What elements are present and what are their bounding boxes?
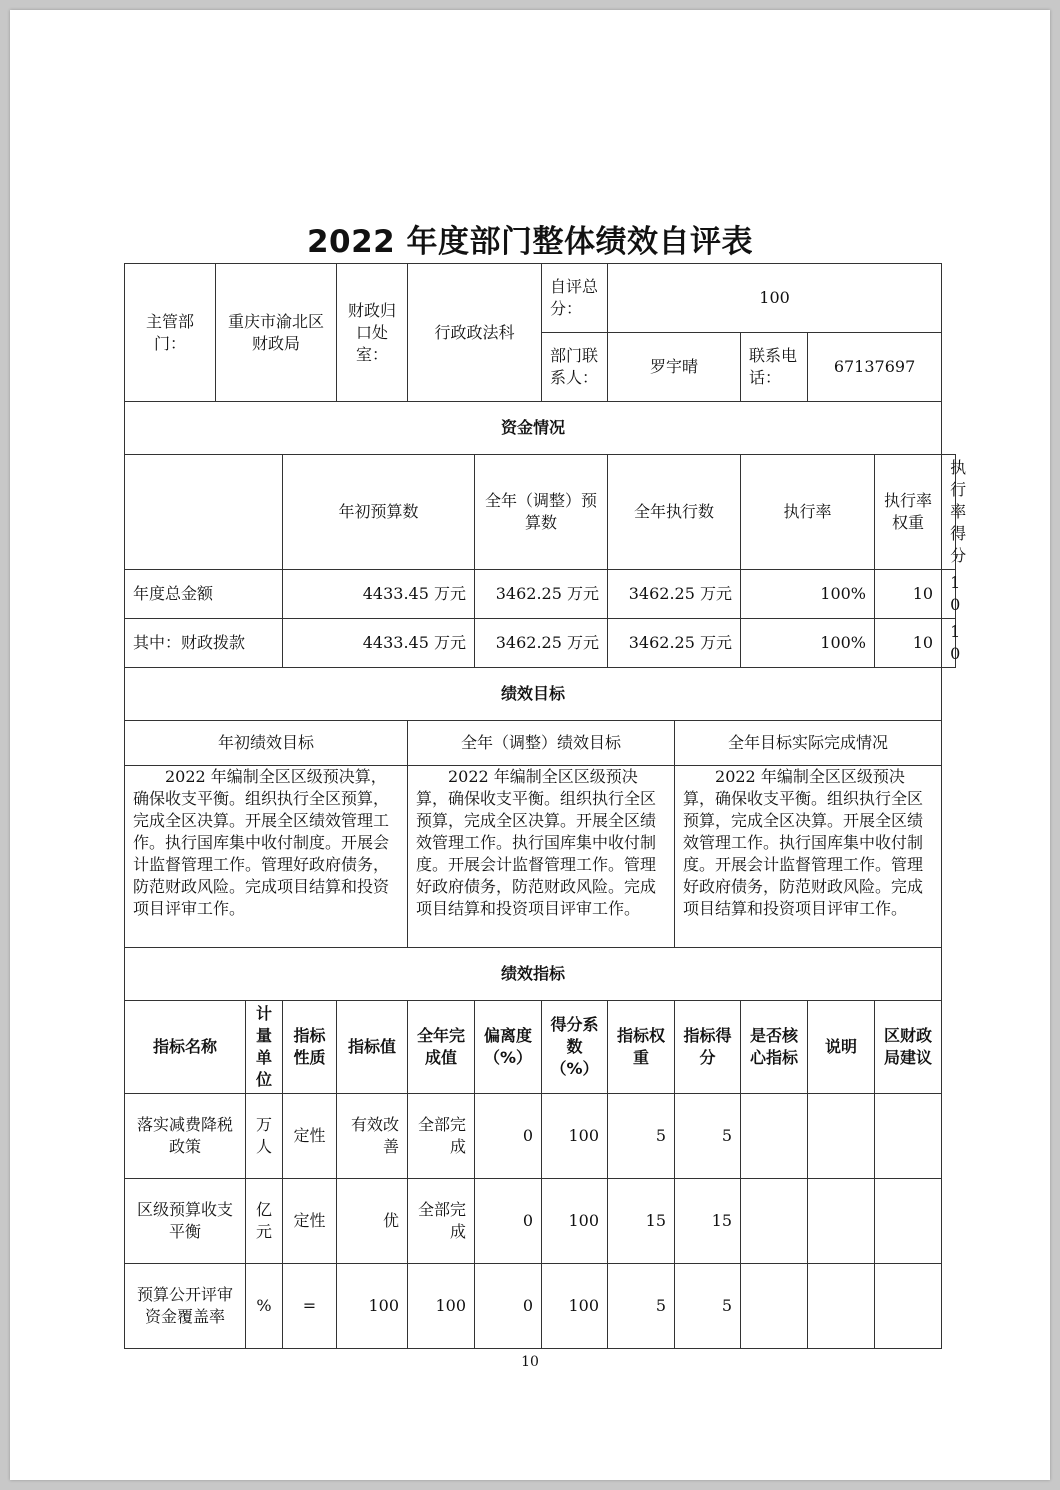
ind-header-weight: 指标权重	[608, 1001, 675, 1094]
goals-section-title: 绩效目标	[125, 668, 942, 721]
ind-coef: 100	[542, 1264, 608, 1349]
dept-label: 主管部门：	[125, 264, 216, 402]
funds-row-initial: 4433.45 万元	[283, 570, 475, 619]
ind-header-coef: 得分系数（%）	[542, 1001, 608, 1094]
ind-header-core: 是否核心指标	[741, 1001, 808, 1094]
score-label: 自评总分：	[542, 264, 608, 333]
funds-row-score: 10	[942, 619, 956, 668]
ind-name: 落实减费降税政策	[125, 1094, 246, 1179]
funds-row-adjusted: 3462.25 万元	[475, 619, 608, 668]
ind-header-unit: 计量单位	[246, 1001, 283, 1094]
ind-nature: 定性	[283, 1094, 337, 1179]
ind-advice	[875, 1179, 942, 1264]
ind-actual: 全部完成	[408, 1094, 475, 1179]
ind-nature: =	[283, 1264, 337, 1349]
score-value: 100	[608, 264, 942, 333]
ind-name: 区级预算收支平衡	[125, 1179, 246, 1264]
document-page	[10, 10, 1050, 1480]
funds-row-rate: 100%	[741, 570, 875, 619]
funds-row-weight: 10	[875, 570, 942, 619]
indicators-section-title: 绩效指标	[125, 948, 942, 1001]
goals-header-adjusted: 全年（调整）绩效目标	[408, 721, 675, 766]
funds-row-adjusted: 3462.25 万元	[475, 570, 608, 619]
funds-row-score: 10	[942, 570, 956, 619]
ind-advice	[875, 1264, 942, 1349]
funds-header-blank	[125, 455, 283, 570]
ind-weight: 5	[608, 1264, 675, 1349]
ind-header-advice: 区财政局建议	[875, 1001, 942, 1094]
ind-value: 优	[337, 1179, 408, 1264]
goal-text-adjusted: 2022 年编制全区区级预决算，确保收支平衡。组织执行全区预算，完成全区决算。开展全区绩效管理工作。执行国库集中收付制度。开展会计监督管理工作。管理好政府债务，防范财政风险。完成项目结算和投资项目评审工作。	[408, 766, 675, 948]
funds-row-label: 其中：财政拨款	[125, 619, 283, 668]
ind-header-value: 指标值	[337, 1001, 408, 1094]
ind-coef: 100	[542, 1094, 608, 1179]
evaluation-table	[124, 263, 967, 1349]
ind-core	[741, 1094, 808, 1179]
ind-name: 预算公开评审资金覆盖率	[125, 1264, 246, 1349]
ind-header-score: 指标得分	[675, 1001, 741, 1094]
funds-header-rate: 执行率	[741, 455, 875, 570]
ind-score: 15	[675, 1179, 741, 1264]
page-number: 10	[521, 1354, 539, 1370]
office-value: 行政政法科	[408, 264, 542, 402]
table-row	[125, 1094, 956, 1179]
goal-text-initial: 2022 年编制全区区级预决算，确保收支平衡。组织执行全区预算，完成全区决算。开展全区绩效管理工作。执行国库集中收付制度。开展会计监督管理工作。管理好政府债务，防范财政风险。完成项目结算和投资项目评审工作。	[125, 766, 408, 948]
ind-value: 100	[337, 1264, 408, 1349]
ind-header-note: 说明	[808, 1001, 875, 1094]
office-label: 财政归口处室：	[337, 264, 408, 402]
ind-deviation: 0	[475, 1179, 542, 1264]
goals-header-actual: 全年目标实际完成情况	[675, 721, 942, 766]
ind-score: 5	[675, 1094, 741, 1179]
ind-unit: %	[246, 1264, 283, 1349]
ind-header-actual: 全年完成值	[408, 1001, 475, 1094]
table-row	[125, 1264, 956, 1349]
dept-value: 重庆市渝北区财政局	[216, 264, 337, 402]
ind-deviation: 0	[475, 1264, 542, 1349]
ind-unit: 亿元	[246, 1179, 283, 1264]
phone-value: 67137697	[808, 333, 942, 402]
phone-label: 联系电话：	[741, 333, 808, 402]
ind-note	[808, 1264, 875, 1349]
contact-value: 罗宇晴	[608, 333, 741, 402]
ind-unit: 万人	[246, 1094, 283, 1179]
funds-row-weight: 10	[875, 619, 942, 668]
funds-header-initial: 年初预算数	[283, 455, 475, 570]
funds-header-score: 执行率得分	[942, 455, 956, 570]
goal-text-actual: 2022 年编制全区区级预决算，确保收支平衡。组织执行全区预算，完成全区决算。开展全区绩效管理工作。执行国库集中收付制度。开展会计监督管理工作。管理好政府债务，防范财政风险。完成项目结算和投资项目评审工作。	[675, 766, 942, 948]
ind-value: 有效改善	[337, 1094, 408, 1179]
ind-header-name: 指标名称	[125, 1001, 246, 1094]
ind-deviation: 0	[475, 1094, 542, 1179]
ind-note	[808, 1094, 875, 1179]
ind-actual: 100	[408, 1264, 475, 1349]
ind-advice	[875, 1094, 942, 1179]
funds-header-executed: 全年执行数	[608, 455, 741, 570]
ind-header-deviation: 偏离度（%）	[475, 1001, 542, 1094]
funds-header-adjusted: 全年（调整）预算数	[475, 455, 608, 570]
goals-header-initial: 年初绩效目标	[125, 721, 408, 766]
ind-core	[741, 1264, 808, 1349]
funds-row-executed: 3462.25 万元	[608, 619, 741, 668]
ind-actual: 全部完成	[408, 1179, 475, 1264]
funds-row-executed: 3462.25 万元	[608, 570, 741, 619]
funds-header-weight: 执行率权重	[875, 455, 942, 570]
ind-core	[741, 1179, 808, 1264]
ind-coef: 100	[542, 1179, 608, 1264]
funds-row-label: 年度总金额	[125, 570, 283, 619]
funds-row-rate: 100%	[741, 619, 875, 668]
ind-score: 5	[675, 1264, 741, 1349]
table-row	[125, 1179, 956, 1264]
contact-label: 部门联系人：	[542, 333, 608, 402]
ind-nature: 定性	[283, 1179, 337, 1264]
ind-weight: 15	[608, 1179, 675, 1264]
funds-row-initial: 4433.45 万元	[283, 619, 475, 668]
ind-note	[808, 1179, 875, 1264]
page-title: 2022 年度部门整体绩效自评表	[306, 224, 754, 260]
funds-section-title: 资金情况	[125, 402, 942, 455]
ind-header-nature: 指标性质	[283, 1001, 337, 1094]
ind-weight: 5	[608, 1094, 675, 1179]
